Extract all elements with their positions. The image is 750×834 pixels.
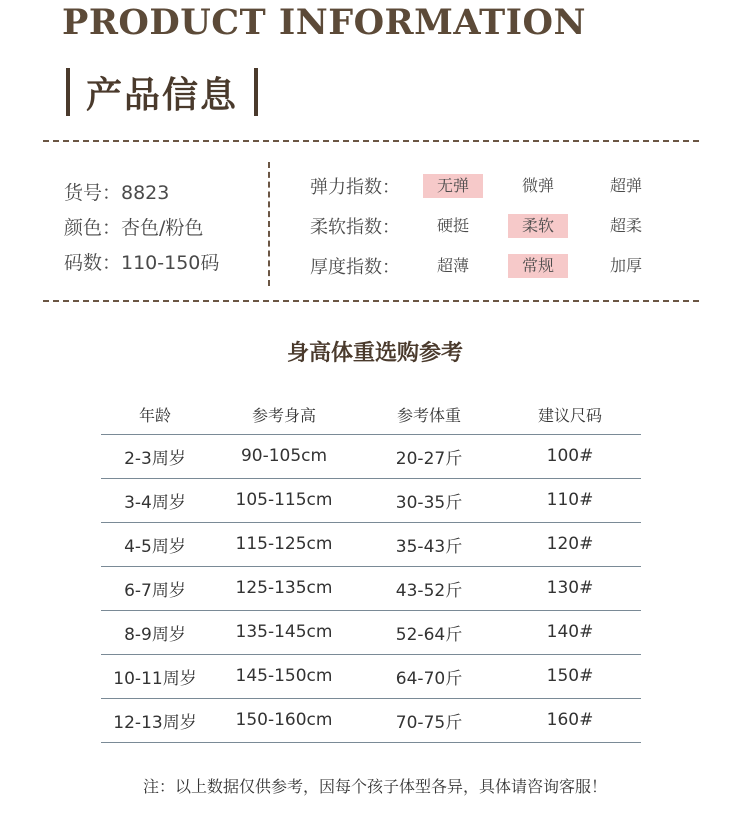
cell-size: 160# <box>499 698 641 742</box>
cell-height: 135-145cm <box>209 610 359 654</box>
disclaimer-note: 注：以上数据仅供参考，因每个孩子体型各异，具体请咨询客服！ <box>142 777 607 796</box>
elasticity-index-row <box>310 172 420 200</box>
size-chart-title: 身高体重选购参考 <box>286 341 463 366</box>
divider-top <box>43 140 699 142</box>
table-row <box>101 610 641 654</box>
color-text: 颜色：杏色/粉色 <box>64 217 204 239</box>
cell-size: 150# <box>499 654 641 698</box>
table-header-row <box>101 396 641 434</box>
size-chart-table <box>101 396 641 743</box>
header-weight: 参考体重 <box>359 396 499 434</box>
table-row <box>101 698 641 742</box>
cell-weight: 64-70斤 <box>359 654 499 698</box>
table-row <box>101 522 641 566</box>
thickness-option-thin: 超薄 <box>436 256 469 275</box>
size-range-text: 码数：110-150码 <box>64 252 220 274</box>
cell-age: 8-9周岁 <box>101 610 209 654</box>
cell-age: 3-4周岁 <box>101 478 209 522</box>
cell-age: 2-3周岁 <box>101 434 209 478</box>
cell-height: 115-125cm <box>209 522 359 566</box>
cell-weight: 43-52斤 <box>359 566 499 610</box>
chinese-title-block <box>66 66 258 118</box>
softness-option-stiff: 硬挺 <box>436 216 469 235</box>
index-label: 柔软指数： <box>310 217 400 238</box>
chinese-title: 产品信息 <box>86 74 239 116</box>
cell-weight: 52-64斤 <box>359 610 499 654</box>
index-label: 厚度指数： <box>310 257 400 278</box>
thickness-option-regular: 常规 <box>508 254 568 278</box>
cell-weight: 30-35斤 <box>359 478 499 522</box>
softness-option-super: 超柔 <box>609 216 642 235</box>
cell-weight: 70-75斤 <box>359 698 499 742</box>
cell-size: 110# <box>499 478 641 522</box>
cell-size: 100# <box>499 434 641 478</box>
elasticity-option-none: 无弹 <box>423 174 483 198</box>
divider-vertical <box>268 162 270 286</box>
header-age: 年龄 <box>101 396 209 434</box>
thickness-option-thick: 加厚 <box>609 256 642 275</box>
cell-height: 145-150cm <box>209 654 359 698</box>
title-bar-right <box>254 68 258 116</box>
cell-age: 12-13周岁 <box>101 698 209 742</box>
header-size: 建议尺码 <box>499 396 641 434</box>
cell-weight: 20-27斤 <box>359 434 499 478</box>
table-row <box>101 566 641 610</box>
table-row <box>101 654 641 698</box>
cell-age: 6-7周岁 <box>101 566 209 610</box>
elasticity-option-slight: 微弹 <box>521 176 554 195</box>
cell-size: 120# <box>499 522 641 566</box>
english-title: PRODUCT INFORMATION <box>62 2 587 43</box>
thickness-index-row <box>310 252 420 280</box>
cell-height: 125-135cm <box>209 566 359 610</box>
cell-height: 150-160cm <box>209 698 359 742</box>
header-height: 参考身高 <box>209 396 359 434</box>
elasticity-option-super: 超弹 <box>609 176 642 195</box>
product-info <box>64 176 219 281</box>
cell-size: 130# <box>499 566 641 610</box>
cell-age: 4-5周岁 <box>101 522 209 566</box>
index-label: 弹力指数： <box>310 177 400 198</box>
cell-size: 140# <box>499 610 641 654</box>
cell-age: 10-11周岁 <box>101 654 209 698</box>
cell-height: 105-115cm <box>209 478 359 522</box>
cell-height: 90-105cm <box>209 434 359 478</box>
softness-option-soft: 柔软 <box>508 214 568 238</box>
table-row <box>101 478 641 522</box>
divider-bottom <box>43 300 699 302</box>
cell-weight: 35-43斤 <box>359 522 499 566</box>
sku-text: 货号：8823 <box>64 182 170 204</box>
softness-index-row <box>310 212 420 240</box>
table-row <box>101 434 641 478</box>
